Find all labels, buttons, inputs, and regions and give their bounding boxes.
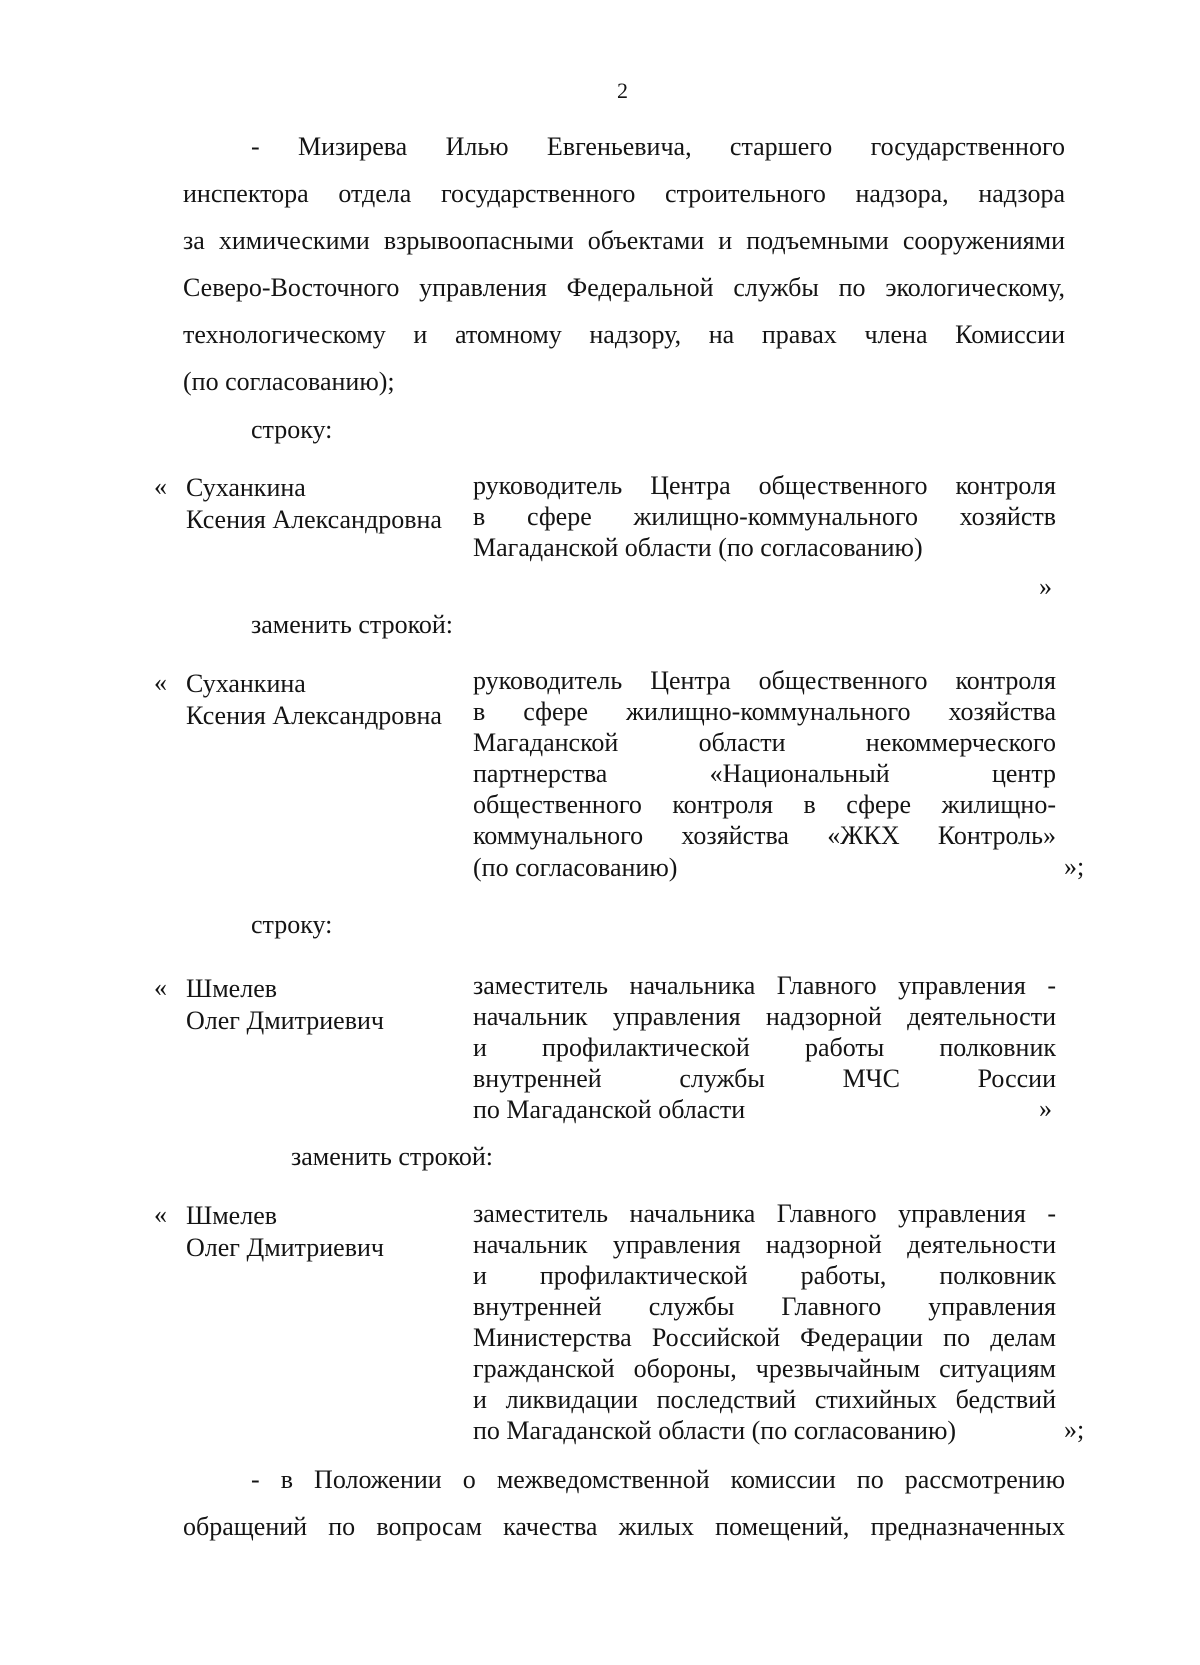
paragraph-line: обращений по вопросам качества жилых помещений, предназначенных	[183, 1512, 1065, 1541]
section-label: заменить строкой:	[251, 610, 454, 639]
paragraph-line: за химическими взрывоопасными объектами и подъемными сооружениями	[183, 226, 1065, 255]
position-line: руководитель Центра общественного контроля	[473, 471, 1056, 500]
close-quote: »;	[1064, 1415, 1085, 1444]
person-surname: Шмелев	[186, 1201, 278, 1230]
position-line: (по согласованию)	[473, 853, 678, 882]
position-line: партнерства «Национальный центр	[473, 759, 1056, 788]
open-quote: «	[154, 668, 167, 697]
paragraph-line: - в Положении о межведомственной комиссии по рассмотрению	[251, 1465, 1065, 1494]
position-line: внутренней службы Главного управления	[473, 1292, 1056, 1321]
person-surname: Шмелев	[186, 974, 278, 1003]
position-line: Магаданской области некоммерческого	[473, 728, 1056, 757]
page-number: 2	[617, 78, 628, 103]
paragraph-line: технологическому и атомному надзору, на правах члена Комиссии	[183, 320, 1065, 349]
position-line: и ликвидации последствий стихийных бедствий	[473, 1385, 1056, 1414]
position-line: заместитель начальника Главного управления -	[473, 971, 1056, 1000]
paragraph-line: - Мизирева Илью Евгеньевича, старшего государственного	[251, 132, 1065, 161]
position-line: в сфере жилищно-коммунального хозяйства	[473, 697, 1056, 726]
paragraph-line: Северо-Восточного управления Федеральной службы по экологическому,	[183, 273, 1065, 302]
close-quote: »	[1039, 572, 1052, 601]
paragraph-line: (по согласованию);	[183, 367, 395, 396]
open-quote: «	[154, 973, 167, 1002]
close-quote: »;	[1064, 852, 1085, 881]
position-line: коммунального хозяйства «ЖКХ Контроль»	[473, 821, 1056, 850]
position-line: по Магаданской области	[473, 1095, 746, 1124]
open-quote: «	[154, 1200, 167, 1229]
position-line: Магаданской области (по согласованию)	[473, 533, 923, 562]
person-given-name: Олег Дмитриевич	[186, 1233, 384, 1262]
person-surname: Суханкина	[186, 473, 306, 502]
position-line: и профилактической работы, полковник	[473, 1261, 1056, 1290]
paragraph-line: инспектора отдела государственного строительного надзора, надзора	[183, 179, 1065, 208]
position-line: Министерства Российской Федерации по делам	[473, 1323, 1056, 1352]
position-line: заместитель начальника Главного управления -	[473, 1199, 1056, 1228]
person-given-name: Ксения Александровна	[186, 505, 442, 534]
position-line: внутренней службы МЧС России	[473, 1064, 1056, 1093]
section-label: заменить строкой:	[291, 1142, 494, 1171]
position-line: гражданской обороны, чрезвычайным ситуациям	[473, 1354, 1056, 1383]
position-line: начальник управления надзорной деятельности	[473, 1230, 1056, 1259]
position-line: руководитель Центра общественного контроля	[473, 666, 1056, 695]
position-line: начальник управления надзорной деятельности	[473, 1002, 1056, 1031]
person-given-name: Ксения Александровна	[186, 701, 442, 730]
position-line: по Магаданской области (по согласованию)	[473, 1416, 957, 1445]
open-quote: «	[154, 472, 167, 501]
section-label: строку:	[251, 910, 333, 939]
person-given-name: Олег Дмитриевич	[186, 1006, 384, 1035]
position-line: в сфере жилищно-коммунального хозяйств	[473, 502, 1056, 531]
section-label: строку:	[251, 415, 333, 444]
position-line: и профилактической работы полковник	[473, 1033, 1056, 1062]
close-quote: »	[1039, 1094, 1052, 1123]
position-line: общественного контроля в сфере жилищно-	[473, 790, 1056, 819]
person-surname: Суханкина	[186, 669, 306, 698]
